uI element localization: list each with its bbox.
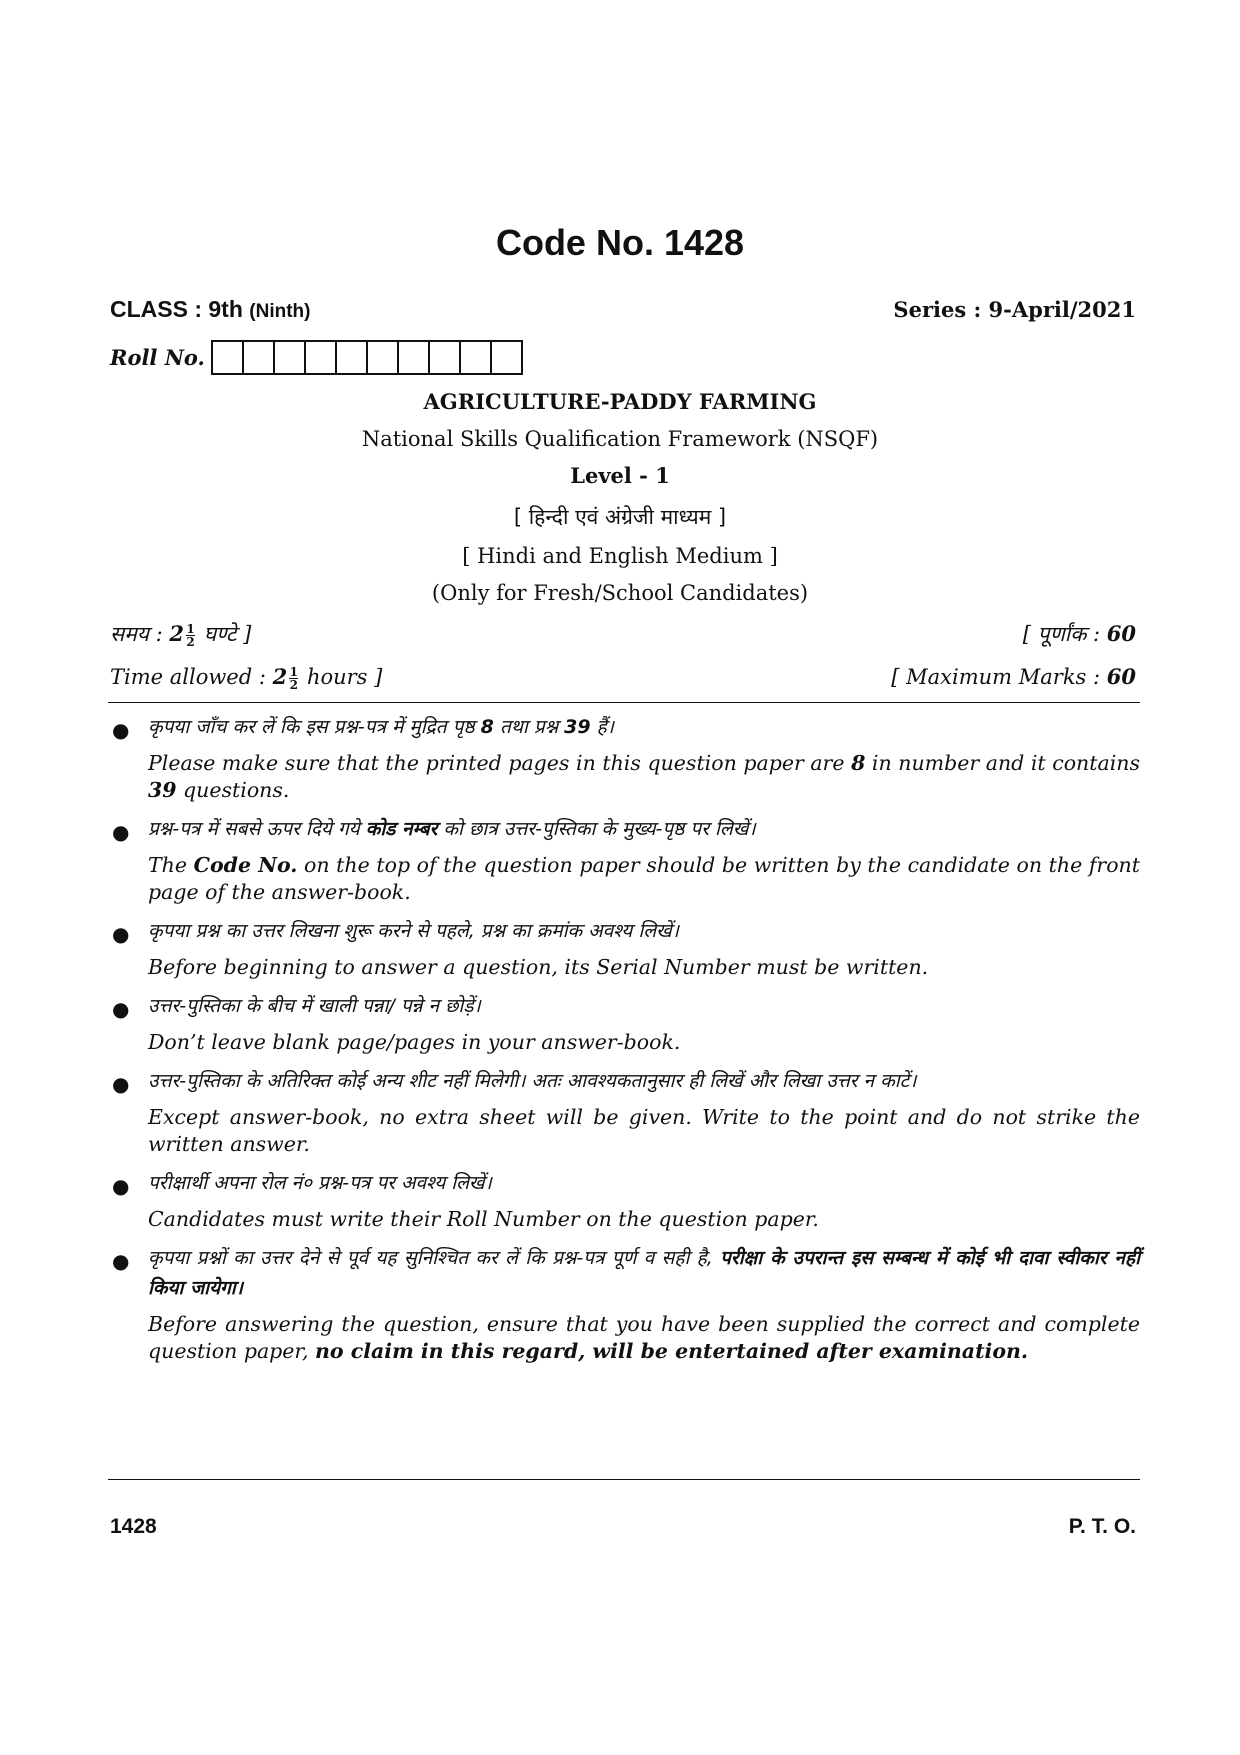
bullet-icon: ●: [112, 922, 130, 946]
roll-number-box[interactable]: [366, 340, 399, 375]
roll-number-box[interactable]: [211, 340, 244, 375]
divider-top: [108, 702, 1140, 703]
instruction-item: [108, 1168, 1140, 1233]
roll-number-box[interactable]: [397, 340, 430, 375]
instruction-english: Please make sure that the printed pages in this question paper are 8 in number and it contains 39 questions.: [148, 751, 1140, 802]
instruction-hindi: परीक्षार्थी अपना रोल नं० प्रश्न-पत्र पर अवश्य लिखें।: [148, 1172, 492, 1194]
instruction-item: [108, 916, 1140, 981]
instruction-item: [108, 814, 1140, 906]
instruction-english: Don’t leave blank page/pages in your answer-book.: [148, 1030, 681, 1054]
time-hindi: समय : 2 $\frac{1}{2}$ घण्टे ]: [110, 621, 252, 649]
instruction-english: Candidates must write their Roll Number on the question paper.: [148, 1207, 819, 1231]
instruction-english: Before answering the question, ensure that you have been supplied the correct and complete question paper, no claim in this regard, will be entertained after examination.: [148, 1312, 1140, 1363]
bullet-icon: ●: [112, 1174, 130, 1198]
instruction-hindi: उत्तर-पुस्तिका के बीच में खाली पन्ना/ पन्ने न छोड़ें।: [148, 995, 481, 1017]
half-fraction: $\frac{1}{2}$: [186, 622, 195, 649]
roll-number-box[interactable]: [242, 340, 275, 375]
half-fraction: $\frac{1}{2}$: [289, 665, 298, 692]
bullet-icon: ●: [112, 1072, 130, 1096]
instruction-english: The Code No. on the top of the question paper should be written by the candidate on the front page of the answer-book.: [148, 853, 1140, 904]
bullet-icon: ●: [112, 820, 130, 844]
instruction-english: Except answer-book, no extra sheet will be given. Write to the point and do not strike the written answer.: [148, 1105, 1140, 1156]
medium-hindi: [ हिन्दी एवं अंग्रेजी माध्यम ]: [513, 505, 727, 529]
bullet-icon: ●: [112, 997, 130, 1021]
instruction-item: [108, 1066, 1140, 1158]
roll-number-box[interactable]: [490, 340, 523, 375]
roll-number-box[interactable]: [459, 340, 492, 375]
maximum-marks: [ Maximum Marks : 60: [891, 664, 1136, 689]
roll-number-box[interactable]: [335, 340, 368, 375]
class-word: (Ninth): [249, 301, 311, 322]
instruction-hindi: उत्तर-पुस्तिका के अतिरिक्त कोई अन्य शीट नहीं मिलेगी। अतः आवश्यकतानुसार ही लिखें और लिखा उत्तर न काटें।: [148, 1070, 917, 1092]
instruction-hindi: कृपया जाँच कर लें कि इस प्रश्न-पत्र में मुद्रित पृष्ठ 8 तथा प्रश्न 39 हैं।: [148, 716, 614, 738]
roll-number-box[interactable]: [428, 340, 461, 375]
instruction-item: [108, 991, 1140, 1056]
bullet-icon: ●: [112, 1249, 130, 1273]
divider-bottom: [108, 1479, 1140, 1480]
instruction-item: [108, 712, 1140, 804]
bullet-icon: ●: [112, 718, 130, 742]
instruction-item: [108, 1243, 1140, 1365]
footer-code: 1428: [110, 1515, 157, 1538]
medium-english: [ Hindi and English Medium ]: [462, 544, 778, 568]
roll-number-box[interactable]: [273, 340, 306, 375]
instruction-english: Before beginning to answer a question, its Serial Number must be written.: [148, 955, 929, 979]
pto-label: P. T. O.: [1068, 1515, 1136, 1538]
roll-number-row: [110, 340, 523, 375]
series-label: Series : 9-April/2021: [893, 297, 1136, 322]
level-label: Level - 1: [570, 463, 670, 488]
code-number: Code No. 1428: [495, 222, 745, 263]
roll-number-label: Roll No.: [110, 345, 205, 370]
class-value: CLASS : 9th: [110, 296, 243, 322]
instruction-hindi: प्रश्न-पत्र में सबसे ऊपर दिये गये कोड नम्बर को छात्र उत्तर-पुस्तिका के मुख्य-पृष्ठ पर लिखें।: [148, 818, 756, 840]
roll-number-box[interactable]: [304, 340, 337, 375]
subject-title: AGRICULTURE-PADDY FARMING: [423, 389, 817, 414]
framework-title: National Skills Qualification Framework (NSQF): [361, 427, 879, 451]
instructions-list: [108, 712, 1140, 1375]
roll-number-boxes[interactable]: [213, 340, 523, 375]
instruction-hindi: कृपया प्रश्नों का उत्तर देने से पूर्व यह सुनिश्चित कर लें कि प्रश्न-पत्र पूर्ण व सही है, परीक्षा के उपरान्त इस सम्बन्ध में कोई भी दावा स्वीकार नहीं किया जायेगा।: [148, 1247, 1140, 1299]
class-label: [110, 296, 310, 323]
marks-hindi: [ पूर्णांक : 60: [1022, 621, 1136, 646]
time-allowed: Time allowed : 2 $\frac{1}{2}$ hours ]: [110, 664, 383, 692]
instruction-hindi: कृपया प्रश्न का उत्तर लिखना शुरू करने से पहले, प्रश्न का क्रमांक अवश्य लिखें।: [148, 920, 679, 942]
candidates-note: (Only for Fresh/School Candidates): [431, 581, 809, 605]
